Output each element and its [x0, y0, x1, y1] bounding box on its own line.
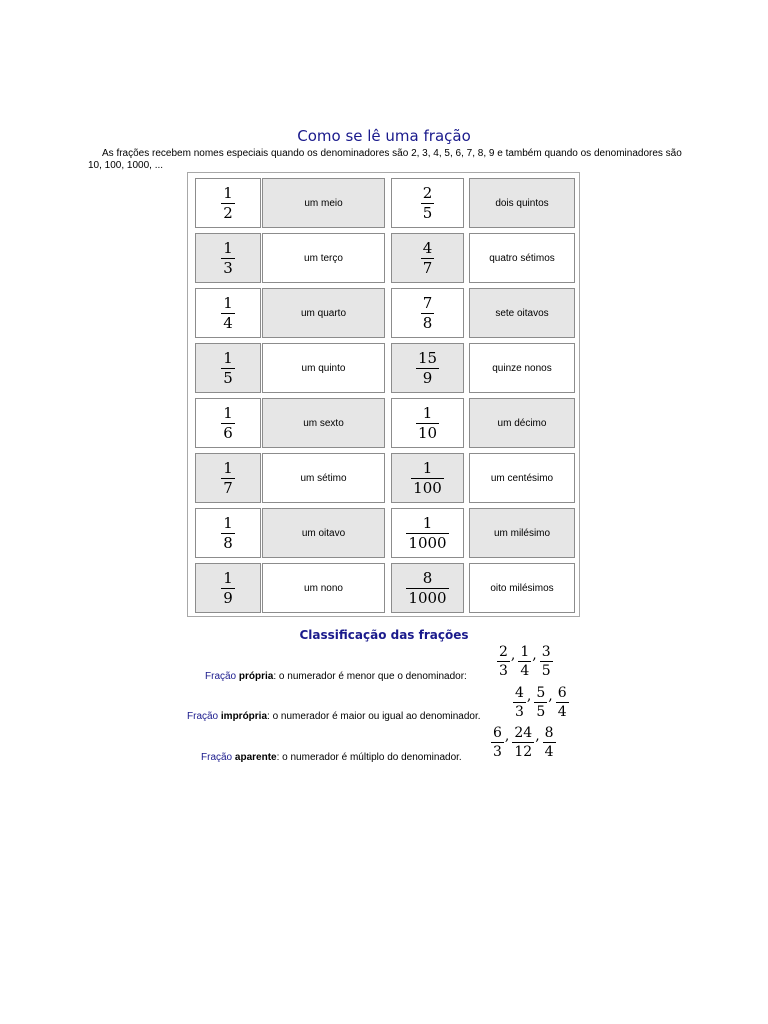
fraction-name-cell: quinze nonos [469, 343, 575, 393]
fraction-word: Fração [187, 711, 219, 722]
fraction-name-cell: um sétimo [262, 453, 385, 503]
example-fraction: $\frac{24}{12}$ [514, 725, 533, 760]
fraction-cell: $\frac{1}{10}$ [391, 398, 464, 448]
fraction-name-cell: quatro sétimos [469, 233, 575, 283]
classification-title: Classificação das frações [299, 628, 469, 642]
fraction-name-cell: um sexto [262, 398, 385, 448]
classification-proper [205, 671, 467, 682]
fraction-names-table [187, 172, 580, 617]
fraction-name-cell: um milésimo [469, 508, 575, 558]
fraction-name-cell: um décimo [469, 398, 575, 448]
fraction-cell: $\frac{4}{7}$ [391, 233, 464, 283]
fraction-name-cell: um oitavo [262, 508, 385, 558]
fraction-cell: $\frac{1}{3}$ [195, 233, 261, 283]
fraction-name-cell: um nono [262, 563, 385, 613]
fraction-cell: $\frac{1}{7}$ [195, 453, 261, 503]
example-fraction: $\frac{4}{3}$ [515, 685, 524, 720]
apparent-examples: $\frac{6}{3}$ , $\frac{24}{12}$ , $\frac{8}{4}$ [493, 725, 554, 760]
fraction-name-cell: um terço [262, 233, 385, 283]
fraction-cell: $\frac{1}{2}$ [195, 178, 261, 228]
example-fraction: $\frac{5}{5}$ [536, 685, 546, 720]
intro-text: As frações recebem nomes especiais quando os denominadores são 2, 3, 4, 5, 6, 7, 8, 9 e também quando os denominadores são 10, 100, 1000, ... [88, 148, 682, 171]
intro-paragraph [88, 148, 688, 172]
fraction-name-cell: um quinto [262, 343, 385, 393]
fraction-name-cell: dois quintos [469, 178, 575, 228]
fraction-description: : o numerador é maior ou igual ao denominador. [267, 711, 481, 722]
fraction-cell: $\frac{15}{9}$ [391, 343, 464, 393]
fraction-cell: $\frac{1}{6}$ [195, 398, 261, 448]
example-fraction: $\frac{2}{3}$ [499, 644, 508, 679]
classification-improper [187, 711, 481, 722]
fraction-cell: $\frac{2}{5}$ [391, 178, 464, 228]
fraction-word: Fração [205, 671, 237, 682]
fraction-name-cell: sete oitavos [469, 288, 575, 338]
fraction-cell: $\frac{1}{1000}$ [391, 508, 464, 558]
fraction-description: : o numerador é múltiplo do denominador. [276, 752, 462, 763]
fraction-cell: $\frac{1}{8}$ [195, 508, 261, 558]
example-fraction: $\frac{6}{4}$ [557, 685, 567, 720]
fraction-cell: $\frac{8}{1000}$ [391, 563, 464, 613]
example-fraction: $\frac{8}{4}$ [544, 725, 554, 760]
fraction-cell: $\frac{1}{5}$ [195, 343, 261, 393]
classification-apparent [201, 752, 462, 763]
example-fraction: $\frac{6}{3}$ [493, 725, 502, 760]
improper-examples: $\frac{4}{3}$ , $\frac{5}{5}$ , $\frac{6}{4}$ [515, 685, 567, 720]
proper-examples: $\frac{2}{3}$ , $\frac{1}{4}$ , $\frac{3}{5}$ [499, 644, 551, 679]
fraction-name-cell: um meio [262, 178, 385, 228]
fraction-cell: $\frac{1}{100}$ [391, 453, 464, 503]
fraction-word: Fração [201, 752, 233, 763]
fraction-type: aparente [234, 752, 277, 763]
fraction-cell: $\frac{1}{9}$ [195, 563, 261, 613]
fraction-cell: $\frac{1}{4}$ [195, 288, 261, 338]
fraction-description: : o numerador é menor que o denominador: [273, 671, 467, 682]
fraction-name-cell: um quarto [262, 288, 385, 338]
fraction-name-cell: oito milésimos [469, 563, 575, 613]
page-title: Como se lê uma fração [297, 127, 471, 145]
fraction-type: própria [238, 671, 274, 682]
example-fraction: $\frac{1}{4}$ [520, 644, 530, 679]
fraction-cell: $\frac{7}{8}$ [391, 288, 464, 338]
example-fraction: $\frac{3}{5}$ [541, 644, 551, 679]
fraction-type: imprópria [220, 711, 268, 722]
fraction-name-cell: um centésimo [469, 453, 575, 503]
